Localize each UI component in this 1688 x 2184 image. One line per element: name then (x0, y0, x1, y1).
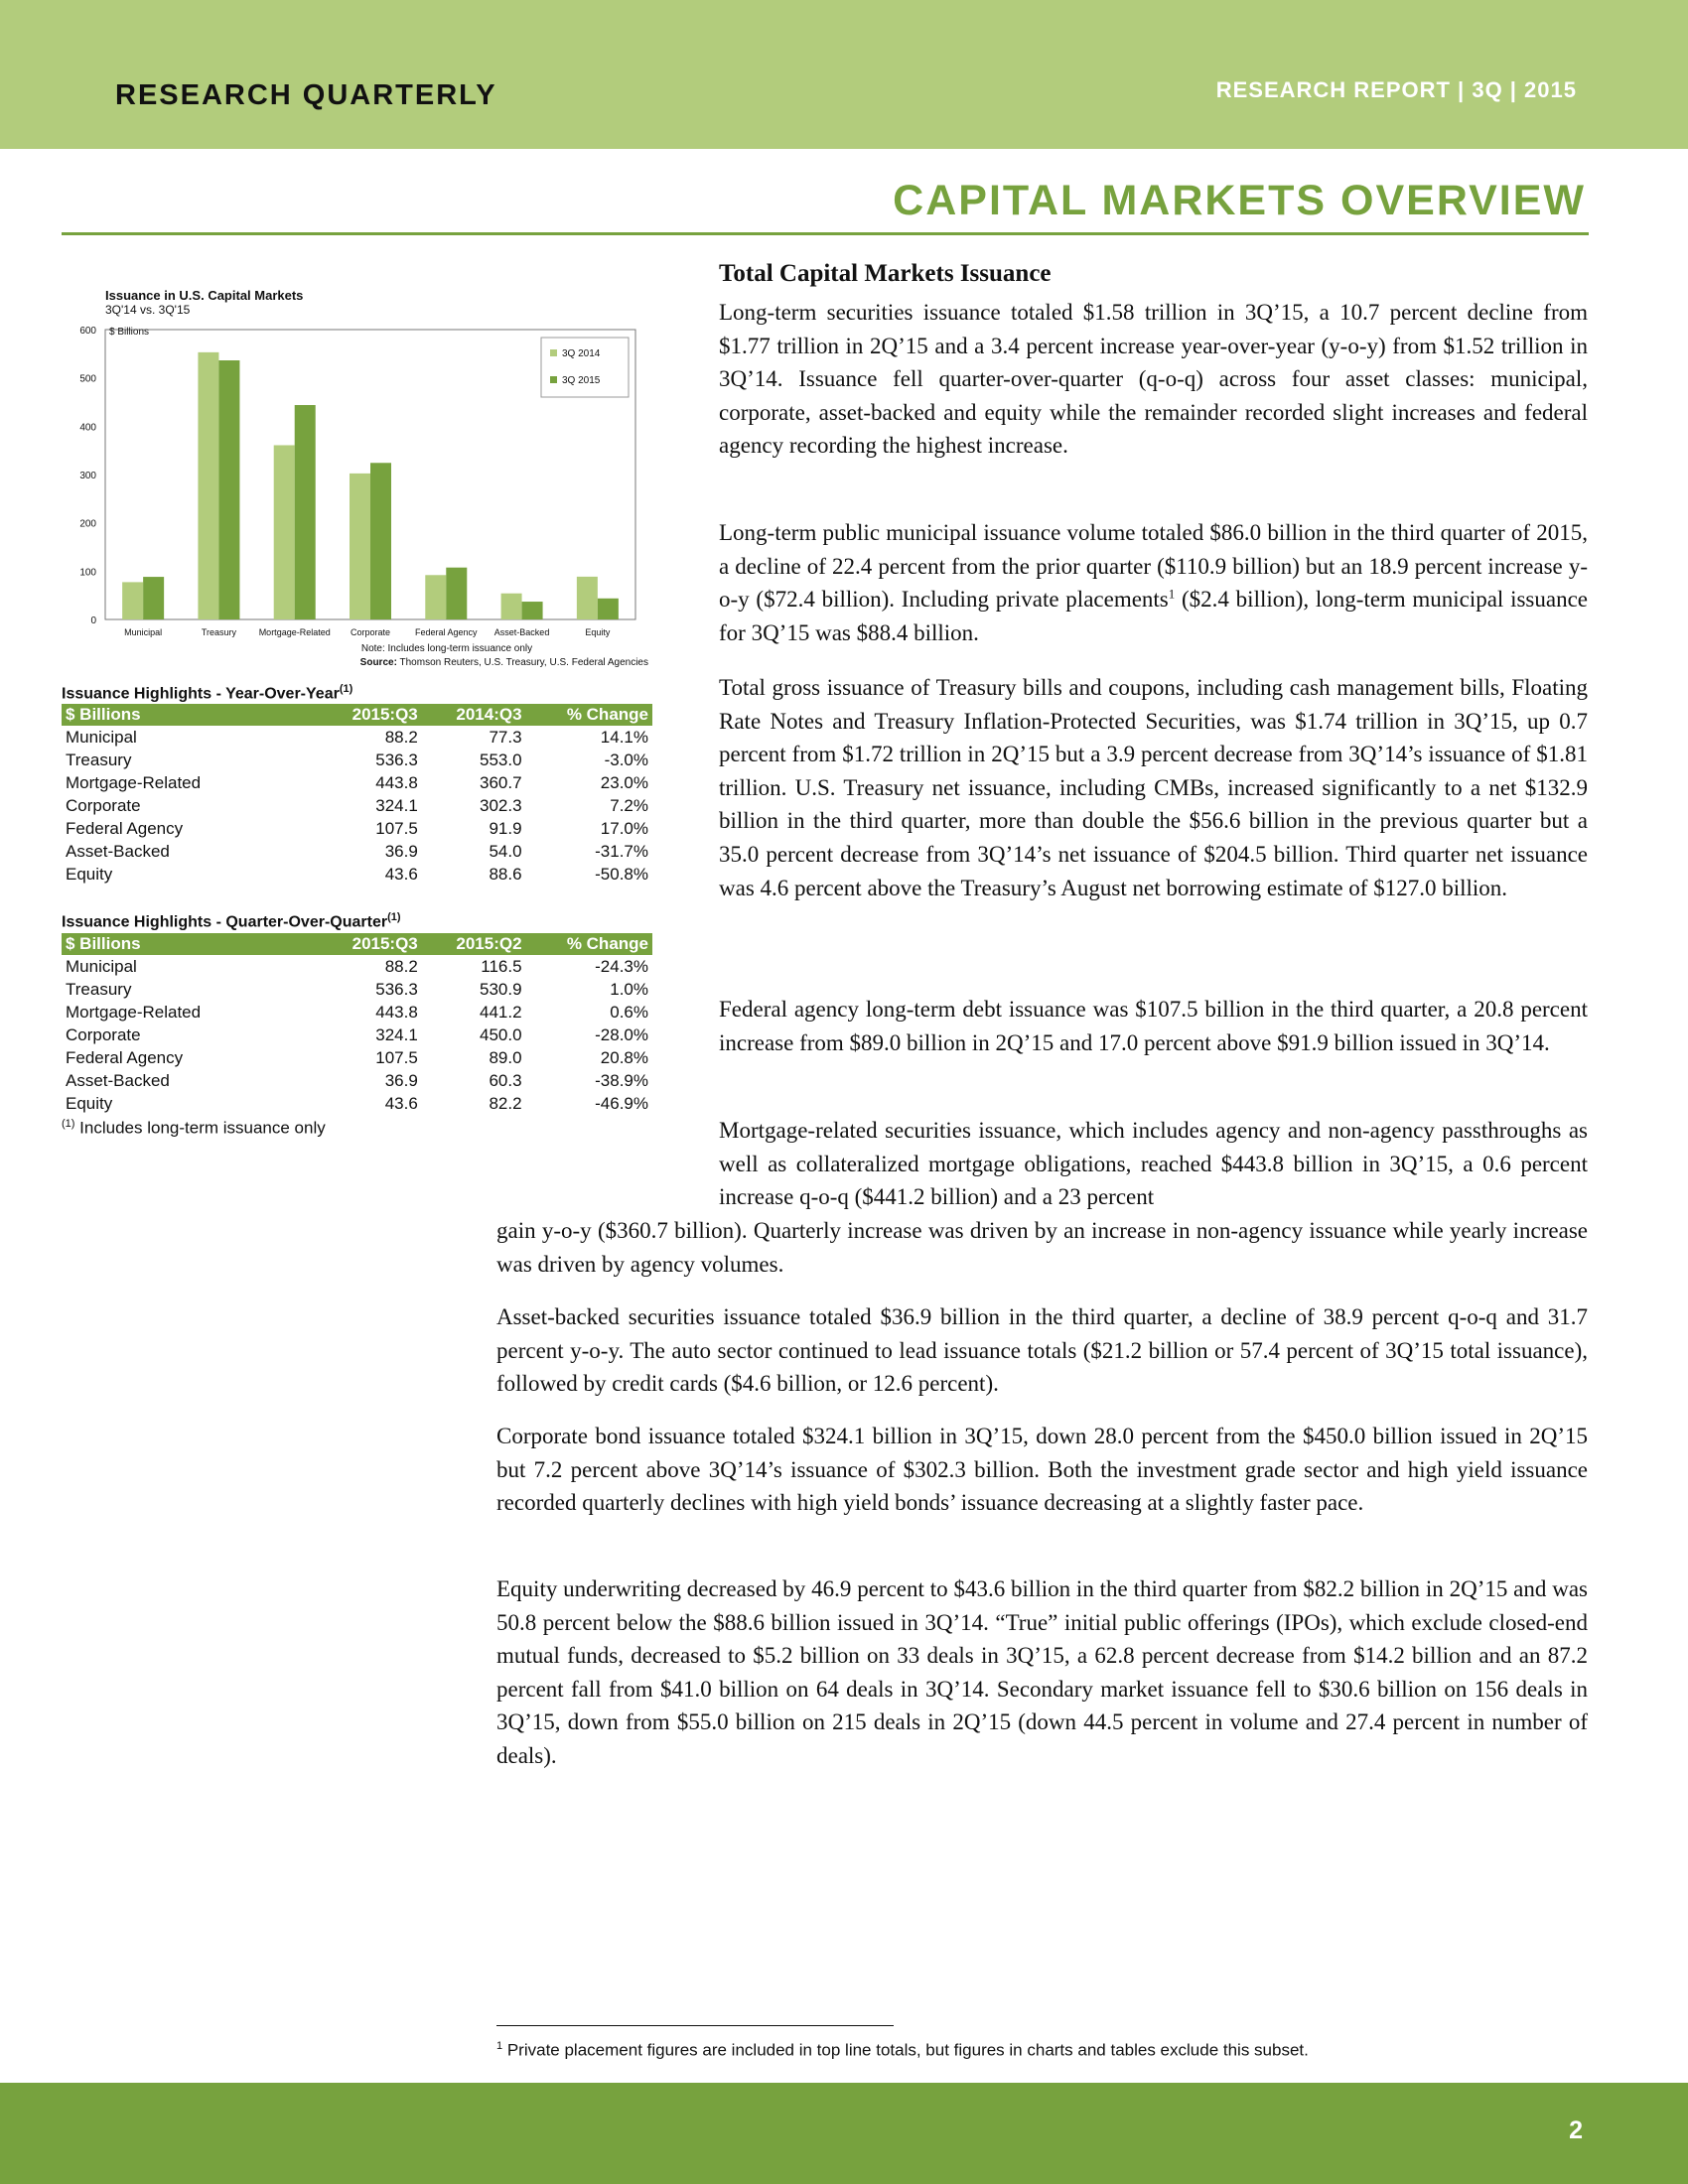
qoq-title-text: Issuance Highlights - Quarter-Over-Quarter (62, 913, 388, 931)
page-footnote-text: Private placement figures are included in top line totals, but figures in charts and tables exclude this subset. (502, 2040, 1309, 2060)
footer-band (0, 2083, 1688, 2184)
table-cell: 443.8 (375, 772, 418, 792)
qoq-title-sup: (1) (387, 911, 401, 923)
table-cell: 43.6 (384, 1093, 418, 1113)
table-cell: 89.0 (489, 1047, 522, 1067)
row-label: Asset-Backed (66, 841, 170, 861)
qoq-table-title (62, 911, 401, 931)
legend-label: 3Q 2015 (562, 375, 601, 386)
paragraph-treasury: Total gross issuance of Treasury bills and coupons, including cash management bills, Floating Rate Notes and Treasury Inflation-Protected Securities, was $1.74 trillion in 3Q’15, up 0.7 percent from $1.72 trillion in 2Q’15 but a 3.9 percent decrease from 3Q’14’s issuance of $1.81 trillion. U.S. Treasury net issuance, including CMBs, increased significantly to a net $132.9 billion in the third quarter, more than double the $56.6 billion in the previous quarter but a 35.0 percent decrease from 3Q’14’s net issuance of $204.5 billion. Third quarter net issuance was 4.6 percent above the Treasury’s August net borrowing estimate of $127.0 billion. (719, 675, 1588, 900)
table-cell: 60.3 (489, 1070, 522, 1090)
chart-subtitle: 3Q'14 vs. 3Q'15 (105, 303, 191, 317)
report-label: RESEARCH REPORT | 3Q | 2015 (1215, 77, 1577, 102)
x-tick-label: Corporate (350, 627, 391, 637)
table-row (62, 794, 652, 817)
table-cell: 441.2 (480, 1002, 522, 1022)
bar-3q2014 (501, 594, 522, 619)
x-tick-label: Municipal (124, 627, 163, 637)
paragraph-mortgage-a: Mortgage-related securities issuance, which includes agency and non-agency passthroughs as well as collateralized mortgage obligations, reached $443.8 billion in 3Q’15, a 0.6 percent increase q-o-q ($441.2 billion) and a 23 percent (719, 1118, 1588, 1210)
issuance-chart (50, 288, 655, 670)
column-header: 2014:Q3 (422, 704, 526, 726)
table-header-row (62, 704, 652, 726)
table-row (62, 955, 652, 978)
table-row (62, 771, 652, 794)
bar-3q2015 (218, 360, 239, 619)
paragraph-total: Long-term securities issuance totaled $1.58 trillion in 3Q’15, a 10.7 percent decline from $1.77 trillion in 2Q’15 and a 3.4 percent increase year-over-year (y-o-y) from $1.52 trillion in 3Q’14. Issuance fell quarter-over-quarter (q-o-q) across four asset classes: municipal, corporate, asset-backed and equity while the remainder recorded slight increases and federal agency recording the highest increase. (719, 300, 1588, 459)
bar-3q2014 (122, 582, 143, 619)
paragraph-municipal-b: ($2.4 billion), long-term municipal issuance for 3Q’15 was $88.4 billion. (719, 587, 1588, 645)
table-row (62, 749, 652, 771)
table-cell: -38.9% (595, 1070, 648, 1090)
row-label: Municipal (66, 956, 137, 976)
table-cell: -31.7% (595, 841, 648, 861)
table-cell: 36.9 (384, 841, 418, 861)
table-row (62, 726, 652, 749)
page-footnote-sup: 1 (496, 2040, 503, 2052)
table-cell: 20.8% (600, 1047, 648, 1067)
column-header: 2015:Q3 (318, 933, 422, 955)
table-cell: 107.5 (375, 1047, 418, 1067)
table-row (62, 840, 652, 863)
header-band (0, 0, 1688, 149)
paragraph-municipal-a: Long-term public municipal issuance volume totaled $86.0 billion in the third quarter of 2015, a decline of 22.4 percent from the prior quarter ($110.9 billion) but an 18.9 percent increase y-o-y ($72.4 billion). Including private placements (719, 520, 1588, 613)
table-cell: -3.0% (604, 750, 648, 769)
table-footnote-sup: (1) (62, 1118, 75, 1130)
legend-swatch (550, 349, 557, 356)
legend-label: 3Q 2014 (562, 348, 601, 359)
bar-3q2014 (425, 575, 446, 619)
table-cell: 82.2 (489, 1093, 522, 1113)
bar-3q2015 (522, 602, 543, 619)
row-label: Municipal (66, 727, 137, 747)
paragraph-municipal (719, 516, 1588, 649)
table-cell: 0.6% (610, 1002, 648, 1022)
table-row (62, 1046, 652, 1069)
column-header: 2015:Q3 (318, 704, 422, 726)
table-cell: 302.3 (480, 795, 522, 815)
yoy-title-text: Issuance Highlights - Year-Over-Year (62, 685, 340, 703)
x-tick-label: Mortgage-Related (258, 627, 331, 637)
row-label: Mortgage-Related (66, 1002, 202, 1022)
paragraph-equity: Equity underwriting decreased by 46.9 percent to $43.6 billion in the third quarter from $82.2 billion in 2Q’15 and was 50.8 percent below the $88.6 billion issued in 3Q’14. “True” initial public offerings (IPOs), which exclude closed-end mutual funds, decreased to $5.2 billion on 33 deals in 3Q’15, a 62.8 percent decrease from $14.2 billion and an 87.2 percent fall from $41.0 billion on 64 deals in 3Q’14. Secondary market issuance fell to $30.6 billion on 156 deals in 3Q’15, down from $55.0 billion on 215 deals in 2Q’15 (down 44.5 percent in volume and 27.4 percent in number of deals). (496, 1576, 1588, 1768)
table-cell: 536.3 (375, 750, 418, 769)
table-cell: 443.8 (375, 1002, 418, 1022)
paragraph-asset-backed: Asset-backed securities issuance totaled $36.9 billion in the third quarter, a decline of 38.9 percent q-o-q and 31.7 percent y-o-y. The auto sector continued to lead issuance totals ($21.2 billion or 57.4 percent of 3Q’15 total issuance), followed by credit cards ($4.6 billion, or 12.6 percent). (496, 1304, 1588, 1397)
chart-source (360, 657, 648, 668)
footnote-ref: 1 (1168, 586, 1176, 602)
table-row (62, 1024, 652, 1046)
table-cell: 14.1% (600, 727, 648, 747)
paragraph-corporate: Corporate bond issuance totaled $324.1 billion in 3Q’15, down 28.0 percent from the $450.0 billion issued in 2Q’15 but 7.2 percent above 3Q’14’s issuance of $302.3 billion. Both the investment grade sector and high yield issuance recorded quarterly declines with high yield bonds’ issuance decreasing at a slightly faster pace. (496, 1424, 1588, 1516)
table-cell: 7.2% (610, 795, 648, 815)
table-row (62, 1001, 652, 1024)
y-tick-label: 0 (90, 615, 96, 626)
table-row (62, 978, 652, 1001)
table-cell: 450.0 (480, 1024, 522, 1044)
table-cell: 88.6 (489, 864, 522, 884)
table-row (62, 1092, 652, 1115)
paragraph-mortgage-b: gain y-o-y ($360.7 billion). Quarterly increase was driven by an increase in non-agency issuance while yearly increase was driven by agency volumes. (496, 1218, 1588, 1277)
table-cell: 54.0 (489, 841, 522, 861)
row-label: Asset-Backed (66, 1070, 170, 1090)
x-tick-label: Asset-Backed (493, 627, 550, 637)
legend-box (541, 338, 629, 397)
chart-source-label: Source: (359, 657, 397, 668)
table-cell: -46.9% (595, 1093, 648, 1113)
y-tick-label: 600 (79, 326, 96, 337)
row-label: Federal Agency (66, 1047, 184, 1067)
y-unit-label: $ Billions (109, 327, 150, 338)
table-row (62, 863, 652, 886)
table-cell: 530.9 (480, 979, 522, 999)
x-tick-label: Federal Agency (415, 627, 478, 637)
y-tick-label: 400 (79, 422, 96, 434)
legend-swatch (550, 376, 557, 383)
page-number: 2 (1569, 2116, 1583, 2144)
table-cell: -50.8% (595, 864, 648, 884)
article-heading: Total Capital Markets Issuance (719, 260, 1052, 287)
table-cell: 536.3 (375, 979, 418, 999)
table-cell: 360.7 (480, 772, 522, 792)
table-cell: 553.0 (480, 750, 522, 769)
bar-3q2014 (198, 352, 218, 619)
table-row (62, 1069, 652, 1092)
table-cell: 324.1 (375, 795, 418, 815)
table-cell: 23.0% (600, 772, 648, 792)
title-rule (62, 232, 1589, 235)
row-label: Equity (66, 864, 113, 884)
row-label: Treasury (66, 750, 132, 769)
chart-note: Note: Includes long-term issuance only (360, 643, 533, 654)
section-title: CAPITAL MARKETS OVERVIEW (893, 177, 1586, 224)
column-header: % Change (526, 704, 652, 726)
chart-svg (50, 288, 655, 670)
y-tick-label: 200 (79, 518, 96, 530)
table-footnote-text: Includes long-term issuance only (74, 1118, 326, 1138)
chart-title: Issuance in U.S. Capital Markets (105, 288, 304, 303)
bar-3q2015 (370, 463, 391, 619)
table-row (62, 817, 652, 840)
table-cell: -24.3% (595, 956, 648, 976)
table-cell: -28.0% (595, 1024, 648, 1044)
table-header-row (62, 933, 652, 955)
y-tick-label: 300 (79, 471, 96, 481)
yoy-title-sup: (1) (339, 683, 353, 695)
bar-3q2015 (598, 599, 619, 619)
yoy-table-title (62, 683, 352, 703)
row-label: Mortgage-Related (66, 772, 202, 792)
table-cell: 88.2 (384, 727, 418, 747)
table-cell: 43.6 (384, 864, 418, 884)
column-header: 2015:Q2 (422, 933, 526, 955)
y-tick-label: 100 (79, 567, 96, 579)
bar-3q2014 (577, 577, 598, 619)
table-cell: 324.1 (375, 1024, 418, 1044)
bar-3q2015 (143, 577, 164, 619)
qoq-table (62, 933, 652, 1115)
table-cell: 91.9 (489, 818, 522, 838)
column-header: $ Billions (62, 704, 318, 726)
row-label: Treasury (66, 979, 132, 999)
bar-3q2014 (274, 445, 295, 619)
publication-title: RESEARCH QUARTERLY (115, 79, 497, 111)
row-label: Equity (66, 1093, 113, 1113)
table-cell: 107.5 (375, 818, 418, 838)
row-label: Corporate (66, 795, 141, 815)
chart-source-text: Thomson Reuters, U.S. Treasury, U.S. Federal Agencies (399, 657, 648, 668)
x-tick-label: Equity (585, 627, 611, 637)
table-cell: 77.3 (489, 727, 522, 747)
bar-3q2015 (446, 568, 467, 619)
table-cell: 17.0% (600, 818, 648, 838)
row-label: Corporate (66, 1024, 141, 1044)
paragraph-agency: Federal agency long-term debt issuance was $107.5 billion in the third quarter, a 20.8 percent increase from $89.0 billion in 2Q’15 and 17.0 percent above $91.9 billion issued in 3Q’14. (719, 997, 1588, 1055)
table-footnote (62, 1118, 326, 1139)
table-cell: 36.9 (384, 1070, 418, 1090)
bar-3q2014 (350, 474, 370, 619)
row-label: Federal Agency (66, 818, 184, 838)
y-tick-label: 500 (79, 373, 96, 385)
table-cell: 1.0% (610, 979, 648, 999)
page-footnote (496, 2040, 1309, 2061)
table-cell: 116.5 (481, 956, 522, 976)
x-tick-label: Treasury (201, 627, 237, 637)
bar-3q2015 (295, 405, 316, 619)
table-cell: 88.2 (384, 956, 418, 976)
yoy-table (62, 704, 652, 886)
column-header: % Change (526, 933, 652, 955)
column-header: $ Billions (62, 933, 318, 955)
footnote-rule (496, 2025, 894, 2026)
